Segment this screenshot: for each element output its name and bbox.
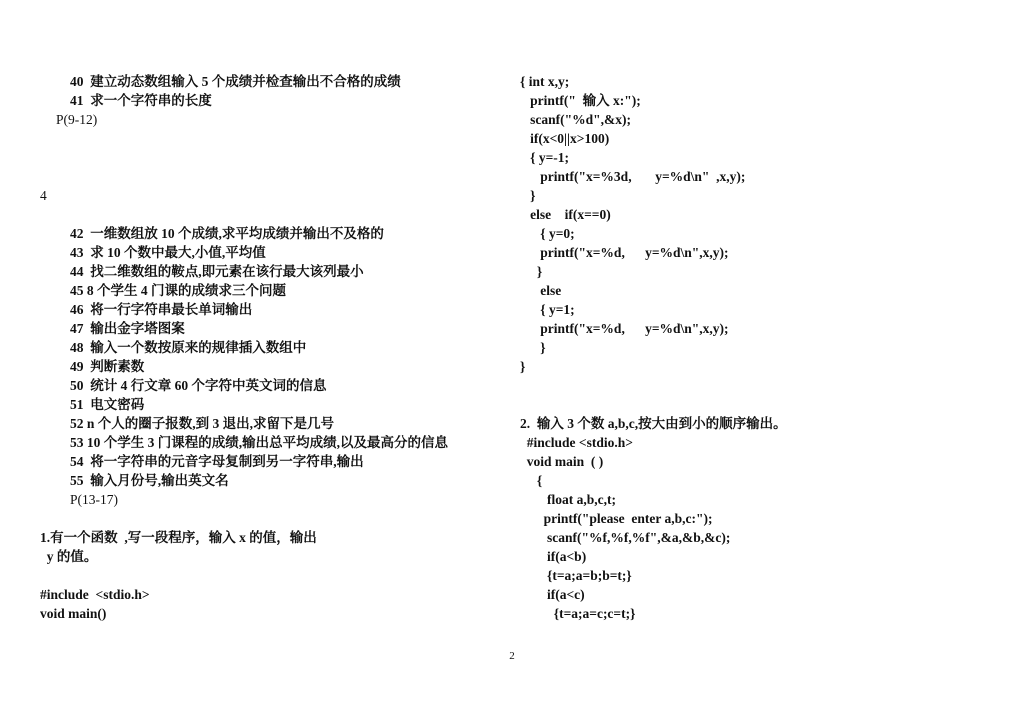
chapter-number: 4 <box>40 188 47 203</box>
code-line: } <box>520 188 536 203</box>
code-line: else <box>520 283 562 298</box>
exercise-item: 50 统计 4 行文章 60 个字符中英文词的信息 <box>70 378 327 393</box>
page-number: 2 <box>509 650 515 662</box>
problem-1-statement-cont: y 的值。 <box>40 549 98 564</box>
code-line: } <box>520 359 526 374</box>
code-line: { int x,y; <box>520 74 570 89</box>
exercise-item: 47 输出金字塔图案 <box>70 321 185 336</box>
exercise-item: 44 找二维数组的鞍点,即元素在该行最大该列最小 <box>70 264 364 279</box>
exercise-item: 41 求一个字符串的长度 <box>70 93 212 108</box>
exercise-item: 45 8 个学生 4 门课的成绩求三个问题 <box>70 283 286 298</box>
code-line: if(x<0||x>100) <box>520 131 610 146</box>
code-line: scanf("%d",&x); <box>520 112 631 127</box>
code-line: printf("x=%d, y=%d\n",x,y); <box>520 321 729 336</box>
exercise-item: 54 将一字符串的元音字母复制到另一字符串,输出 <box>70 454 364 469</box>
code-line: printf("please enter a,b,c:"); <box>520 511 713 526</box>
exercise-item: 40 建立动态数组输入 5 个成绩并检查输出不合格的成绩 <box>70 74 401 89</box>
exercise-item: 53 10 个学生 3 门课程的成绩,输出总平均成绩,以及最高分的信息 <box>70 435 448 450</box>
code-line: {t=a;a=c;c=t;} <box>520 606 636 621</box>
code-line: if(a<b) <box>520 549 587 564</box>
code-line: printf("x=%3d, y=%d\n" ,x,y); <box>520 169 746 184</box>
exercise-item: 46 将一行字符串最长单词输出 <box>70 302 253 317</box>
code-line: { y=1; <box>520 302 575 317</box>
code-line: } <box>520 264 543 279</box>
page-reference: P(13-17) <box>70 492 118 507</box>
code-line: scanf("%f,%f,%f",&a,&b,&c); <box>520 530 731 545</box>
right-column <box>520 72 1000 623</box>
code-line: {t=a;a=b;b=t;} <box>520 568 632 583</box>
code-line: else if(x==0) <box>520 207 611 222</box>
code-line: void main() <box>40 606 107 621</box>
exercise-item: 51 电文密码 <box>70 397 145 412</box>
code-line: printf("x=%d, y=%d\n",x,y); <box>520 245 729 260</box>
code-line: { <box>520 473 543 488</box>
code-line: #include <stdio.h> <box>520 435 633 450</box>
problem-2-statement: 2. 输入 3 个数 a,b,c,按大由到小的顺序输出。 <box>520 416 787 431</box>
code-line: { y=-1; <box>520 150 570 165</box>
code-line: printf(" 输入 x:"); <box>520 93 641 108</box>
code-line: { y=0; <box>520 226 575 241</box>
code-line: } <box>520 340 546 355</box>
code-line: void main ( ) <box>520 454 604 469</box>
code-line: float a,b,c,t; <box>520 492 616 507</box>
page-reference: P(9-12) <box>56 112 98 127</box>
exercise-item: 49 判断素数 <box>70 359 145 374</box>
exercise-item: 55 输入月份号,输出英文名 <box>70 473 229 488</box>
exercise-item: 48 输入一个数按原来的规律插入数组中 <box>70 340 307 355</box>
left-column <box>40 72 500 623</box>
code-line: #include <stdio.h> <box>40 587 150 602</box>
code-line: if(a<c) <box>520 587 585 602</box>
exercise-item: 52 n 个人的圈子报数,到 3 退出,求留下是几号 <box>70 416 335 431</box>
exercise-item: 43 求 10 个数中最大,小值,平均值 <box>70 245 266 260</box>
problem-1-statement: 1.有一个函数 ,写一段程序，输入 x 的值，输出 <box>40 530 317 545</box>
exercise-item: 42 一维数组放 10 个成绩,求平均成绩并输出不及格的 <box>70 226 384 241</box>
